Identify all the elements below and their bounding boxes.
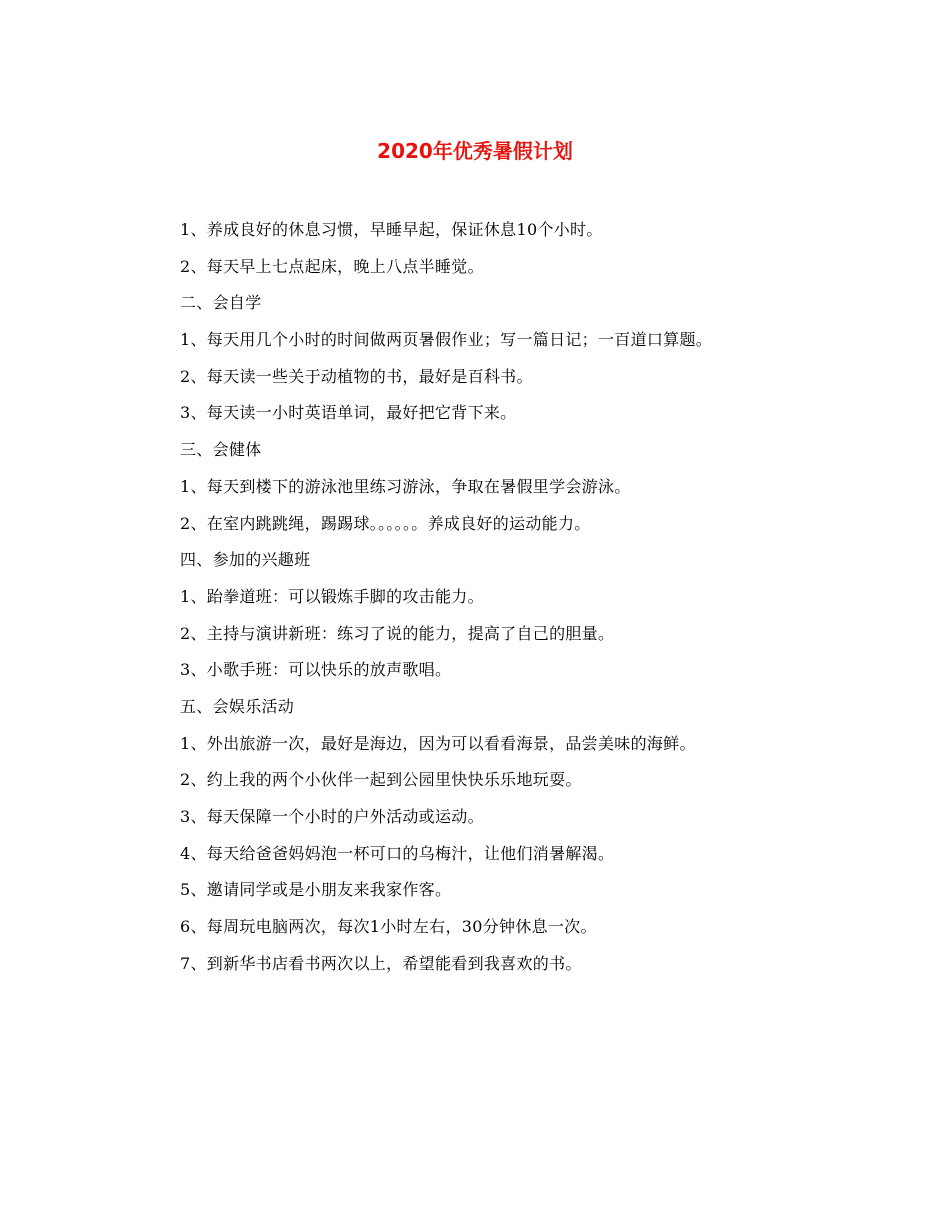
- list-item: 2、每天读一些关于动植物的书，最好是百科书。: [180, 366, 533, 386]
- list-item: 1、外出旅游一次，最好是海边，因为可以看看海景，品尝美味的海鲜。: [180, 733, 696, 753]
- section-heading: 三、会健体: [180, 440, 262, 460]
- list-item: 3、小歌手班：可以快乐的放声歌唱。: [180, 660, 452, 680]
- list-item: 2、每天早上七点起床，晚上八点半睡觉。: [180, 256, 484, 276]
- list-item: 7、到新华书店看书两次以上，希望能看到我喜欢的书。: [180, 953, 582, 973]
- list-item: 5、邀请同学或是小朋友来我家作客。: [180, 880, 452, 900]
- list-item: 2、约上我的两个小伙伴一起到公园里快快乐乐地玩耍。: [180, 770, 582, 790]
- list-item: 3、每天读一小时英语单词，最好把它背下来。: [180, 403, 517, 423]
- section-heading: 二、会自学: [180, 293, 262, 313]
- list-item: 1、养成良好的休息习惯，早睡早起，保证休息10个小时。: [180, 220, 603, 239]
- list-item: 2、在室内跳跳绳，踢踢球。。。。。。养成良好的运动能力。: [180, 513, 591, 533]
- list-item: 1、每天到楼下的游泳池里练习游泳，争取在暑假里学会游泳。: [180, 476, 631, 496]
- list-item: 4、每天给爸爸妈妈泡一杯可口的乌梅汁，让他们消暑解渴。: [180, 843, 615, 863]
- list-item: 6、每周玩电脑两次，每次1小时左右，30分钟休息一次。: [180, 917, 597, 937]
- document-title: 2020年优秀暑假计划: [377, 139, 573, 163]
- section-heading: 四、参加的兴趣班: [180, 550, 311, 570]
- list-item: 1、每天用几个小时的时间做两页暑假作业；写一篇日记；一百道口算题。: [180, 330, 713, 350]
- list-item: 1、跆拳道班：可以锻炼手脚的攻击能力。: [180, 586, 484, 606]
- document-body: [180, 220, 900, 990]
- section-heading: 五、会娱乐活动: [180, 696, 295, 716]
- list-item: 2、主持与演讲新班：练习了说的能力，提高了自己的胆量。: [180, 623, 615, 643]
- list-item: 3、每天保障一个小时的户外活动或运动。: [180, 807, 484, 826]
